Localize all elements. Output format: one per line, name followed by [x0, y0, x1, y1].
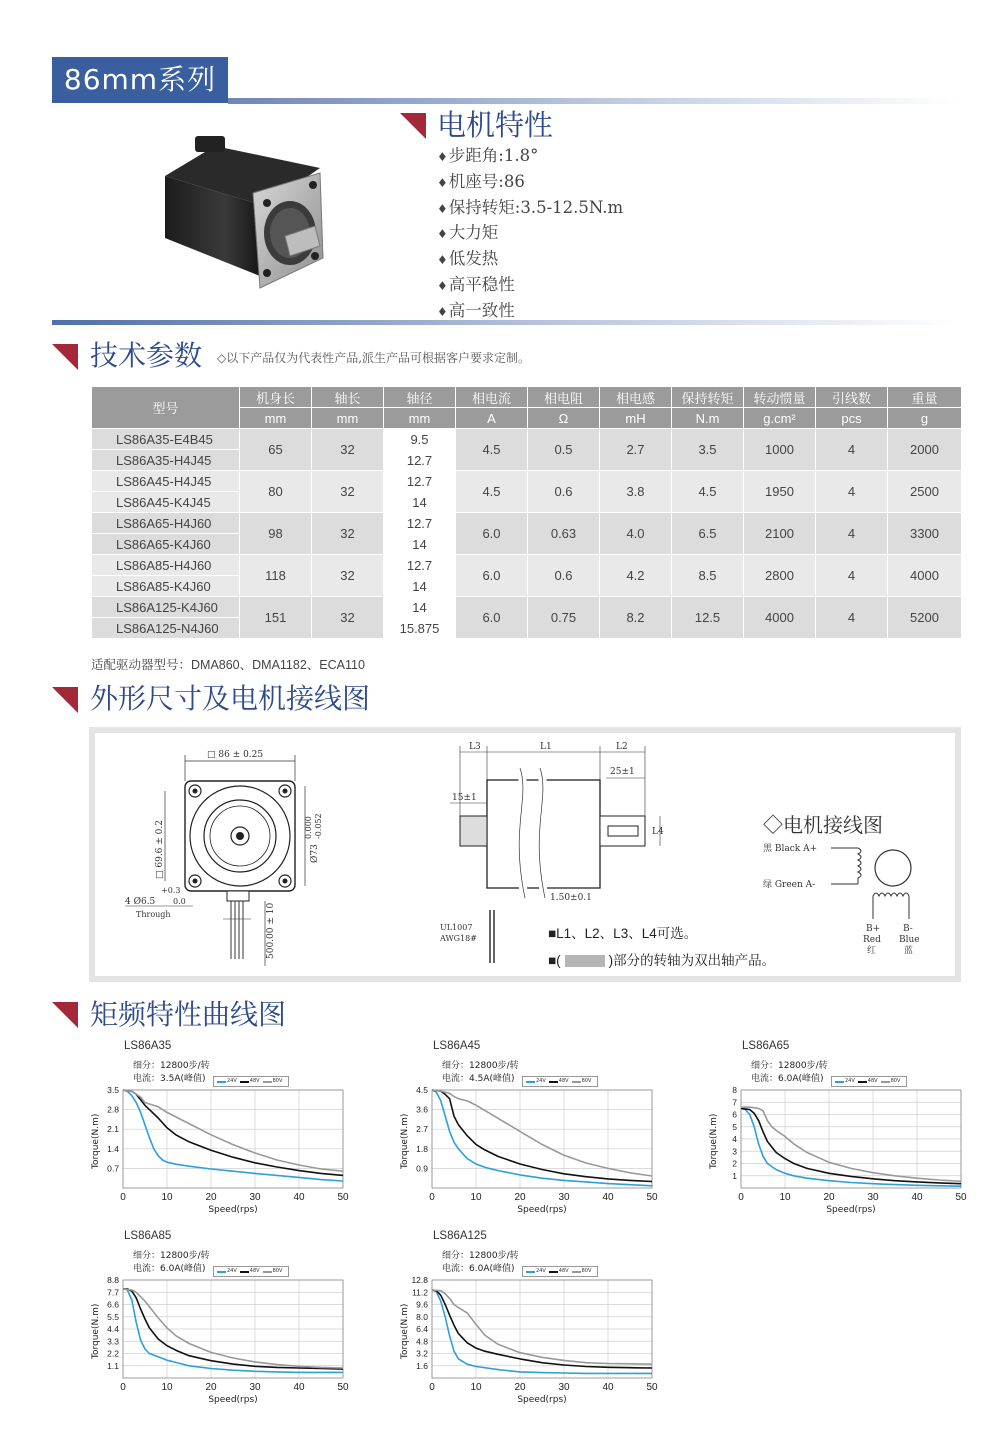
table-cell: 32: [312, 555, 384, 597]
legend-label: 80V: [272, 1078, 283, 1084]
chart-subdivision: 细分：12800步/转: [751, 1061, 828, 1071]
torque-chart: [88, 1040, 378, 1220]
l3-label: L3: [469, 742, 481, 752]
series-line-24v: [123, 1289, 343, 1373]
header-cell: 保持转矩: [672, 387, 744, 408]
table-cell: 0.5: [528, 429, 600, 471]
shaft-swatch: [565, 955, 605, 967]
y-tick-label: 2: [732, 1158, 737, 1169]
y-tick-label: 7.7: [107, 1287, 119, 1298]
header-cell: 转动惯量: [744, 387, 816, 408]
series-line-24v: [432, 1290, 652, 1373]
table-cell: 4.5: [456, 471, 528, 513]
header-cell: 重量: [888, 387, 962, 408]
model-cell: LS86A125-K4J60: [92, 597, 240, 618]
x-tick-label: 50: [646, 1382, 658, 1393]
y-tick-label: 2.1: [107, 1124, 119, 1135]
y-tick-label: 1.1: [107, 1360, 119, 1371]
x-tick-label: 30: [249, 1192, 261, 1203]
table-row: [92, 513, 962, 534]
chart-plot: [88, 1040, 378, 1220]
legend-label: 48V: [249, 1078, 260, 1084]
step-label: 1.50±0.1: [550, 893, 592, 903]
unit-cell: A: [456, 408, 528, 429]
table-cell: 32: [312, 429, 384, 471]
model-cell: LS86A35-H4J45: [92, 450, 240, 471]
y-tick-label: 6: [732, 1109, 737, 1120]
table-cell: 6.5: [672, 513, 744, 555]
series-line-24v: [741, 1108, 961, 1186]
legend-label: 80V: [890, 1078, 901, 1084]
table-cell: 4: [816, 555, 888, 597]
series-line-80v: [432, 1290, 652, 1364]
x-tick-label: 30: [867, 1192, 879, 1203]
table-cell: 12.5: [672, 597, 744, 639]
table-cell: 0.75: [528, 597, 600, 639]
x-tick-label: 0: [738, 1192, 744, 1203]
table-cell: 32: [312, 513, 384, 555]
dimensions-marker: [52, 687, 78, 713]
diameter-cell: 14: [384, 492, 456, 513]
table-cell: 3.5: [672, 429, 744, 471]
wire-b-minus-cn: 蓝: [904, 946, 914, 956]
chart-subdivision: 细分：12800步/转: [442, 1061, 519, 1071]
feature-item: ♦ 机座号:86: [437, 170, 623, 196]
x-axis-label: Speed(rps): [208, 1395, 258, 1405]
feature-item: ♦ 高平稳性: [437, 273, 623, 299]
wire-b-minus: B-: [903, 924, 913, 934]
model-cell: LS86A85-K4J60: [92, 576, 240, 597]
diameter-cell: 12.7: [384, 471, 456, 492]
y-axis-label: Torque(N.m): [400, 1303, 410, 1359]
feature-item: ♦ 大力矩: [437, 221, 623, 247]
wire-a-minus-label: 绿 Green A-: [763, 880, 816, 890]
y-tick-label: 6.4: [416, 1324, 428, 1334]
table-row: [92, 429, 962, 450]
chart-current: 电流：4.5A(峰值): [442, 1074, 515, 1084]
torque-chart: [397, 1230, 687, 1410]
y-tick-label: 4: [732, 1134, 737, 1144]
y-tick-label: 0.9: [416, 1163, 428, 1174]
x-tick-label: 0: [120, 1192, 126, 1203]
feature-item: ♦ 高一致性: [437, 299, 623, 325]
y-tick-label: 1.4: [107, 1143, 119, 1154]
table-cell: 0.6: [528, 555, 600, 597]
header-model: 型号: [92, 387, 240, 429]
wiring-diagram: [763, 841, 953, 971]
header-cell: 轴径: [384, 387, 456, 408]
x-axis-label: Speed(rps): [517, 1395, 567, 1405]
cable-spec-1: UL1007: [440, 923, 473, 932]
wire-b-plus-color: Red: [863, 935, 881, 945]
table-cell: 2000: [888, 429, 962, 471]
chart-title: LS86A125: [433, 1230, 487, 1242]
table-cell: 118: [240, 555, 312, 597]
diameter-cell: 14: [384, 534, 456, 555]
y-tick-label: 8: [732, 1085, 737, 1095]
x-tick-label: 20: [514, 1382, 526, 1393]
table-cell: 4000: [888, 555, 962, 597]
y-tick-label: 8.0: [416, 1311, 428, 1322]
unit-cell: pcs: [816, 408, 888, 429]
table-cell: 80: [240, 471, 312, 513]
y-tick-label: 3.6: [416, 1104, 428, 1115]
x-tick-label: 0: [429, 1192, 435, 1203]
y-axis-label: Torque(N.m): [91, 1113, 101, 1169]
chart-current: 电流：6.0A(峰值): [442, 1264, 515, 1274]
table-cell: 3.8: [600, 471, 672, 513]
table-cell: 6.0: [456, 513, 528, 555]
y-axis-label: Torque(N.m): [400, 1113, 410, 1169]
chart-subdivision: 细分：12800步/转: [442, 1251, 519, 1261]
table-cell: 98: [240, 513, 312, 555]
y-tick-label: 0.7: [107, 1163, 119, 1174]
x-tick-label: 50: [955, 1192, 967, 1203]
chart-title: LS86A35: [124, 1040, 172, 1052]
model-cell: LS86A85-H4J60: [92, 555, 240, 576]
y-tick-label: 1: [732, 1170, 737, 1181]
y-tick-label: 5.5: [107, 1311, 119, 1322]
x-tick-label: 40: [293, 1192, 305, 1203]
header-cell: 轴长: [312, 387, 384, 408]
table-cell: 32: [312, 597, 384, 639]
l2-label: L2: [616, 742, 628, 752]
table-cell: 4000: [744, 597, 816, 639]
x-tick-label: 10: [161, 1192, 173, 1203]
y-tick-label: 7: [732, 1097, 737, 1108]
diameter-cell: 12.7: [384, 513, 456, 534]
table-cell: 4: [816, 471, 888, 513]
x-tick-label: 30: [558, 1192, 570, 1203]
y-tick-label: 4.5: [416, 1085, 428, 1095]
header-cell: 机身长: [240, 387, 312, 408]
table-cell: 65: [240, 429, 312, 471]
table-cell: 8.5: [672, 555, 744, 597]
chart-plot: [88, 1230, 378, 1410]
dual-shaft-prefix: ■(: [548, 953, 561, 968]
diameter-cell: 14: [384, 576, 456, 597]
front-view-drawing: [105, 741, 335, 971]
x-tick-label: 0: [120, 1382, 126, 1393]
legend-label: 80V: [581, 1268, 592, 1274]
x-tick-label: 50: [337, 1192, 349, 1203]
table-cell: 32: [312, 471, 384, 513]
feature-list: [437, 144, 623, 325]
plot-frame: [432, 1090, 652, 1188]
x-tick-label: 20: [514, 1192, 526, 1203]
header-cell: 相电感: [600, 387, 672, 408]
x-tick-label: 40: [602, 1382, 614, 1393]
table-cell: 1000: [744, 429, 816, 471]
square-dim-label: □ 86 ± 0.25: [207, 750, 264, 760]
x-axis-label: Speed(rps): [826, 1205, 876, 1215]
legend-label: 80V: [272, 1268, 283, 1274]
table-cell: 6.0: [456, 597, 528, 639]
series-line-48v: [432, 1090, 652, 1182]
tech-marker: [52, 344, 78, 370]
y-tick-label: 2.8: [107, 1104, 119, 1115]
series-line-48v: [123, 1090, 343, 1175]
wire-a-plus-label: 黑 Black A+: [763, 844, 818, 854]
x-axis-label: Speed(rps): [208, 1205, 258, 1215]
pitch-dim-label: □ 69.6 ± 0.2: [155, 820, 165, 879]
chart-plot: [397, 1230, 687, 1410]
dimensions-title: 外形尺寸及电机接线图: [90, 682, 371, 715]
unit-cell: mH: [600, 408, 672, 429]
unit-cell: mm: [384, 408, 456, 429]
x-tick-label: 40: [602, 1192, 614, 1203]
unit-cell: N.m: [672, 408, 744, 429]
pilot-tol-bottom: -0.052: [314, 813, 323, 839]
table-cell: 8.2: [600, 597, 672, 639]
x-tick-label: 40: [911, 1192, 923, 1203]
table-cell: 2500: [888, 471, 962, 513]
x-tick-label: 10: [470, 1382, 482, 1393]
drawing-panel: [89, 727, 961, 982]
series-line-80v: [741, 1107, 961, 1181]
table-cell: 4: [816, 597, 888, 639]
legend-label: 80V: [581, 1078, 592, 1084]
features-title: 电机特性: [437, 108, 554, 142]
x-tick-label: 20: [205, 1382, 217, 1393]
model-cell: LS86A65-K4J60: [92, 534, 240, 555]
diameter-cell: 12.7: [384, 555, 456, 576]
y-tick-label: 5: [732, 1121, 737, 1132]
legend-label: 48V: [249, 1268, 260, 1274]
unit-cell: g: [888, 408, 962, 429]
torque-chart: [706, 1040, 996, 1220]
y-tick-label: 9.6: [416, 1299, 428, 1310]
y-tick-label: 6.6: [107, 1299, 119, 1310]
wiring-title: ◇电机接线图: [763, 815, 883, 837]
x-tick-label: 50: [646, 1192, 658, 1203]
curves-marker: [52, 1002, 78, 1028]
series-banner: 86mm系列: [52, 57, 228, 103]
model-cell: LS86A65-H4J60: [92, 513, 240, 534]
table-cell: 2100: [744, 513, 816, 555]
y-tick-label: 11.2: [412, 1287, 428, 1298]
table-cell: 4.5: [672, 471, 744, 513]
chart-subdivision: 细分：12800步/转: [133, 1061, 210, 1071]
table-cell: 4: [816, 513, 888, 555]
y-tick-label: 4.8: [416, 1336, 428, 1347]
l1-label: L1: [540, 742, 552, 752]
feature-item: ♦ 低发热: [437, 247, 623, 273]
x-tick-label: 30: [249, 1382, 261, 1393]
x-tick-label: 10: [161, 1382, 173, 1393]
chart-title: LS86A45: [433, 1040, 481, 1052]
table-cell: 4: [816, 429, 888, 471]
model-cell: LS86A125-N4J60: [92, 618, 240, 639]
through-label: Through: [136, 910, 171, 919]
x-tick-label: 0: [429, 1382, 435, 1393]
wire-b-plus: B+: [866, 924, 881, 934]
y-tick-label: 2.2: [107, 1348, 119, 1359]
dual-shaft-suffix: )部分的转轴为双出轴产品。: [608, 953, 776, 968]
diameter-cell: 12.7: [384, 450, 456, 471]
options-note: ■L1、L2、L3、L4可选。: [548, 926, 698, 941]
x-tick-label: 20: [205, 1192, 217, 1203]
y-tick-label: 4.4: [107, 1324, 119, 1334]
cable-spec-2: AWG18#: [440, 934, 477, 943]
x-tick-label: 20: [823, 1192, 835, 1203]
chart-title: LS86A65: [742, 1040, 790, 1052]
unit-cell: g.cm²: [744, 408, 816, 429]
x-tick-label: 30: [558, 1382, 570, 1393]
feature-item: ♦ 保持转矩:3.5-12.5N.m: [437, 196, 623, 222]
y-tick-label: 12.8: [411, 1275, 428, 1285]
flange-label: 15±1: [452, 793, 477, 803]
x-tick-label: 50: [337, 1382, 349, 1393]
table-cell: 0.63: [528, 513, 600, 555]
chart-plot: [706, 1040, 996, 1220]
wire-b-plus-cn: 红: [867, 946, 877, 956]
holes-tol-top: +0.3: [161, 886, 181, 895]
wire-b-minus-color: Blue: [899, 935, 920, 945]
y-tick-label: 3: [732, 1146, 737, 1157]
y-tick-label: 2.7: [416, 1124, 428, 1135]
table-cell: 151: [240, 597, 312, 639]
diameter-cell: 15.875: [384, 618, 456, 639]
y-axis-label: Torque(N.m): [709, 1113, 719, 1169]
table-cell: 0.6: [528, 471, 600, 513]
key-length-label: 25±1: [610, 767, 635, 777]
holes-tol-bottom: 0.0: [173, 897, 186, 906]
lead-length-label: 500.00 ± 10: [266, 902, 276, 959]
legend-label: 24V: [227, 1078, 237, 1084]
y-tick-label: 3.3: [107, 1336, 119, 1347]
chart-current: 电流：3.5A(峰值): [133, 1074, 206, 1084]
torque-chart: [88, 1230, 378, 1410]
table-cell: 4.2: [600, 555, 672, 597]
feature-item: ♦ 步距角:1.8°: [437, 144, 623, 170]
legend-label: 24V: [536, 1268, 546, 1274]
unit-cell: mm: [240, 408, 312, 429]
banner-rule: [228, 98, 958, 104]
torque-chart: [397, 1040, 687, 1220]
compatible-drivers: 适配驱动器型号：DMA860、DMA1182、ECA110: [91, 658, 365, 672]
model-cell: LS86A45-H4J45: [92, 471, 240, 492]
features-marker: [400, 113, 426, 139]
y-tick-label: 3.2: [416, 1348, 428, 1359]
diameter-cell: 9.5: [384, 429, 456, 450]
y-tick-label: 3.5: [107, 1085, 119, 1095]
y-tick-label: 8.8: [107, 1275, 119, 1285]
motor-photo: [155, 128, 330, 293]
unit-cell: Ω: [528, 408, 600, 429]
series-line-24v: [432, 1090, 652, 1186]
table-cell: 4.0: [600, 513, 672, 555]
chart-title: LS86A85: [124, 1230, 172, 1242]
legend-label: 48V: [867, 1078, 878, 1084]
legend-label: 24V: [845, 1078, 855, 1084]
y-tick-label: 1.6: [416, 1360, 428, 1371]
plot-frame: [123, 1090, 343, 1188]
table-cell: 1950: [744, 471, 816, 513]
x-axis-label: Speed(rps): [517, 1205, 567, 1215]
table-cell: 2800: [744, 555, 816, 597]
x-tick-label: 40: [293, 1382, 305, 1393]
legend-label: 24V: [536, 1078, 546, 1084]
curves-title: 矩频特性曲线图: [90, 998, 287, 1031]
table-cell: 4.5: [456, 429, 528, 471]
legend-label: 48V: [558, 1078, 569, 1084]
holes-label: 4 Ø6.5: [125, 897, 156, 907]
legend-label: 48V: [558, 1268, 569, 1274]
series-line-48v: [741, 1108, 961, 1183]
spec-table: [91, 386, 962, 639]
chart-subdivision: 细分：12800步/转: [133, 1251, 210, 1261]
model-cell: LS86A45-K4J45: [92, 492, 240, 513]
unit-cell: mm: [312, 408, 384, 429]
y-axis-label: Torque(N.m): [91, 1303, 101, 1359]
x-tick-label: 10: [779, 1192, 791, 1203]
model-cell: LS86A35-E4B45: [92, 429, 240, 450]
chart-current: 电流：6.0A(峰值): [751, 1074, 824, 1084]
x-tick-label: 10: [470, 1192, 482, 1203]
section-divider: [52, 320, 957, 325]
table-row: [92, 471, 962, 492]
series-line-80v: [123, 1090, 343, 1171]
header-cell: 引线数: [816, 387, 888, 408]
table-cell: 3300: [888, 513, 962, 555]
y-tick-label: 1.8: [416, 1143, 428, 1154]
table-row: [92, 597, 962, 618]
diameter-cell: 14: [384, 597, 456, 618]
pilot-tol-top: 0.000: [304, 816, 313, 839]
chart-current: 电流：6.0A(峰值): [133, 1264, 206, 1274]
table-cell: 5200: [888, 597, 962, 639]
table-row: [92, 555, 962, 576]
dual-shaft-note: [548, 949, 775, 969]
pilot-dim-label: Ø73: [310, 844, 320, 863]
table-cell: 6.0: [456, 555, 528, 597]
chart-plot: [397, 1040, 687, 1220]
tech-note: ◇以下产品仅为代表性产品,派生产品可根据客户要求定制。: [217, 351, 531, 365]
header-cell: 相电阻: [528, 387, 600, 408]
legend-label: 24V: [227, 1268, 237, 1274]
l4-label: L4: [652, 827, 664, 837]
tech-title: 技术参数: [90, 339, 203, 372]
table-cell: 2.7: [600, 429, 672, 471]
header-cell: 相电流: [456, 387, 528, 408]
